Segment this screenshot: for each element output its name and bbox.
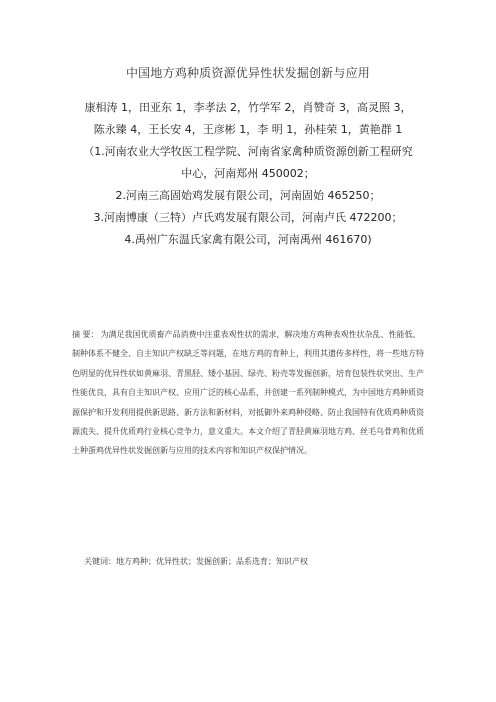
author-affiliation-block [58, 97, 438, 251]
author-line: 康相涛 1，田亚东 1，李孝法 2，竹学军 2，肖赞奇 3，高灵照 3， [84, 101, 412, 114]
affiliation-line: 2.河南三高固始鸡发展有限公司，河南固始 465250； [115, 189, 381, 202]
keywords-line: 关键词：地方鸡种；优异性状；发掘创新；品系选育；知识产权 [84, 557, 308, 566]
affiliation-line: 3.河南博康（三特）卢氏鸡发展有限公司，河南卢氏 472200； [93, 211, 403, 224]
affiliation-line: （1.河南农业大学牧医工程学院、河南省家禽种质资源创新工程研究 [83, 145, 413, 158]
paper-title: 中国地方鸡种质资源优异性状发掘创新与应用 [125, 66, 370, 80]
author-line: 陈永臻 4，王长安 4，王彦彬 1，李 明 1，孙桂荣 1，黄艳群 1 [93, 123, 403, 136]
affiliation-line: 4.禹州广东温氏家禽有限公司，河南禹州 461670) [124, 233, 372, 246]
abstract-text: 为满足我国优质畜产品消费中注重表观性状的需求，解决地方鸡种表观性状杂乱、性能低、制种体系不健全、自主知识产权缺乏等问题，在地方鸡的育种上，利用其遗传多样性，将一些地方特色明显的优异性状如黄麻羽、青黑胫、矮小基因、绿壳、粉壳等发掘创新，培育包装性状突出、生产性能优良，具有自主知识产权、应用广泛的核心品系，并创建一系列制种模式，为中国地方鸡种质资源保护和开发利用提供新思路、新方法和新材料，对抵御外来鸡种侵略、防止我国特有优质鸡种质资源流失、提升优质鸡行业核心竞争力，意义重大。本文介绍了青胫黄麻羽地方鸡、丝毛乌骨鸡和优质土种蛋鸡优异性状发掘创新与应用的技术内容和知识产权保护情况。 [72, 330, 424, 456]
abstract-paragraph [72, 325, 424, 461]
affiliation-line: 中心，河南郑州 450002； [181, 167, 315, 180]
abstract-label: 摘 要： [72, 330, 99, 339]
